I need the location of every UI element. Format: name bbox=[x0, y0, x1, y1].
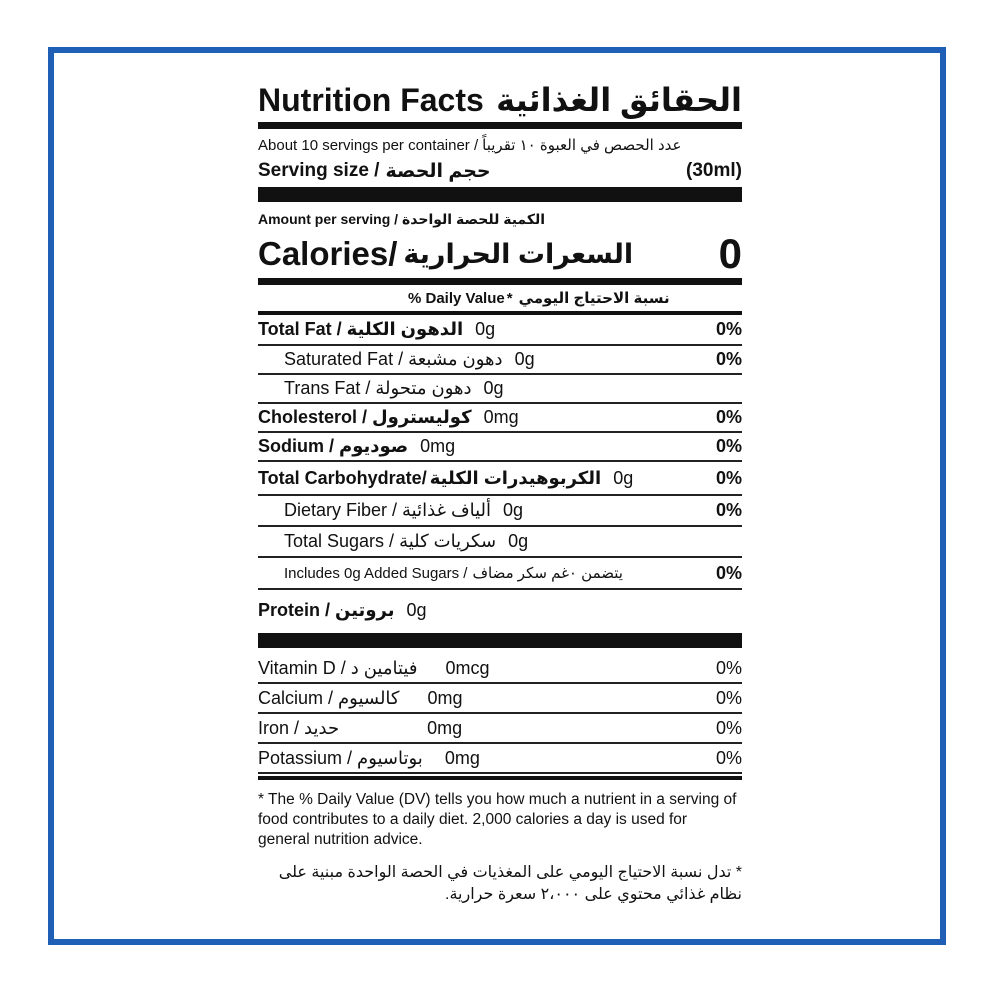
serving-size-value: (30ml) bbox=[686, 160, 742, 181]
nutrient-amount: 0g bbox=[514, 349, 535, 369]
calories-value: 0 bbox=[718, 230, 742, 277]
footnote-en: * The % Daily Value (DV) tells you how much a nutrient in a serving of food contributes to a daily diet. 2,000 calories a day is used for general nutrition advice. bbox=[258, 791, 737, 848]
vitamin-row-potassium bbox=[258, 744, 742, 774]
nutrient-label-en: Includes 0g Added Sugars / bbox=[284, 564, 468, 582]
vitamin-pct: 0% bbox=[715, 717, 742, 738]
title-en: Nutrition Facts bbox=[258, 81, 484, 118]
nutrient-pct: 0% bbox=[715, 407, 742, 427]
vitamin-pct: 0% bbox=[715, 747, 742, 768]
daily-value-en: % Daily Value bbox=[408, 289, 505, 307]
nutrient-label-en: Sodium / bbox=[258, 436, 334, 456]
nutrient-label-en: Dietary Fiber / bbox=[284, 500, 398, 520]
nutrient-label-en: Trans Fat / bbox=[284, 378, 371, 398]
vitamin-label-ar: حديد bbox=[304, 717, 340, 738]
vitamin-pct: 0% bbox=[715, 687, 742, 708]
nutrient-row-cholesterol bbox=[258, 404, 742, 433]
nutrient-label-ar: دهون مشبعة bbox=[408, 349, 503, 369]
nutrient-pct: 0% bbox=[715, 500, 742, 520]
nutrient-pct: 0% bbox=[715, 467, 742, 488]
vitamin-amount: 0mg bbox=[427, 687, 463, 708]
nutrient-amount: 0g bbox=[613, 467, 634, 488]
calories-label-ar: السعرات الحرارية bbox=[403, 238, 634, 269]
daily-value-ar: نسبة الاحتياج اليومي bbox=[518, 290, 670, 307]
protein-rule bbox=[258, 633, 742, 648]
daily-value-star: * bbox=[506, 289, 513, 307]
protein-label-ar: بروتين bbox=[335, 599, 395, 620]
nutrient-label-en: Total Sugars / bbox=[284, 531, 395, 551]
vitamin-row-iron bbox=[258, 714, 742, 744]
nutrient-label-ar: سكريات كلية bbox=[399, 531, 497, 551]
nutrient-label-ar: الكربوهيدرات الكلية bbox=[429, 467, 602, 488]
nutrient-row-sodium bbox=[258, 433, 742, 462]
vitamin-row-vitamin-d bbox=[258, 654, 742, 684]
nutrient-amount: 0mg bbox=[483, 407, 519, 427]
amount-row bbox=[258, 208, 742, 230]
nutrient-label-en: Saturated Fat / bbox=[284, 349, 404, 369]
nutrient-amount: 0g bbox=[475, 319, 496, 339]
nutrient-amount: 0g bbox=[483, 378, 504, 398]
vitamins-rule bbox=[258, 776, 742, 780]
nutrient-label-en: Cholesterol / bbox=[258, 407, 368, 427]
vitamin-row-calcium bbox=[258, 684, 742, 714]
nutrient-label-en: Total Fat / bbox=[258, 319, 342, 339]
nutrient-row-added-sugars bbox=[258, 558, 742, 590]
nutrient-row-saturated-fat bbox=[258, 346, 742, 375]
title-rule bbox=[258, 122, 742, 129]
serving-size-row bbox=[258, 155, 742, 187]
title-row bbox=[258, 78, 742, 122]
nutrient-label-ar: كوليسترول bbox=[372, 407, 472, 427]
nutrient-amount: 0g bbox=[508, 531, 529, 551]
serving-size-label-ar: حجم الحصة bbox=[385, 160, 491, 182]
nutrition-label bbox=[258, 78, 742, 906]
nutrient-pct: 0% bbox=[715, 319, 742, 339]
nutrient-label-ar: دهون متحولة bbox=[375, 378, 472, 398]
vitamin-amount: 0mg bbox=[427, 717, 463, 738]
vitamin-label-en: Calcium / bbox=[258, 687, 334, 708]
vitamin-label-ar: كالسيوم bbox=[338, 687, 400, 708]
vitamin-label-ar: بوتاسيوم bbox=[357, 747, 423, 768]
serving-rule bbox=[258, 187, 742, 202]
nutrient-row-total-sugars bbox=[258, 527, 742, 558]
nutrient-label-ar: ألياف غذائية bbox=[402, 500, 492, 520]
nutrient-amount: 0mg bbox=[420, 436, 456, 456]
vitamin-amount: 0mg bbox=[444, 747, 480, 768]
nutrient-row-total-carbohydrate bbox=[258, 462, 742, 496]
vitamin-label-en: Vitamin D / bbox=[258, 657, 346, 678]
protein-label-en: Protein / bbox=[258, 599, 331, 620]
nutrient-label-ar: الدهون الكلية bbox=[346, 319, 464, 339]
nutrient-amount: 0g bbox=[503, 500, 524, 520]
vitamin-amount: 0mcg bbox=[445, 657, 490, 678]
servings-en: About 10 servings per container / bbox=[258, 136, 479, 154]
nutrient-label-en: Total Carbohydrate/ bbox=[258, 467, 427, 488]
serving-size-label-en: Serving size / bbox=[258, 159, 380, 181]
vitamin-pct: 0% bbox=[715, 657, 742, 678]
nutrient-label-ar: صوديوم bbox=[339, 436, 409, 456]
nutrient-row-dietary-fiber bbox=[258, 496, 742, 527]
nutrient-pct: 0% bbox=[715, 349, 742, 369]
daily-value-header bbox=[258, 285, 742, 311]
title-ar: الحقائق الغذائية bbox=[496, 82, 742, 118]
vitamin-label-en: Potassium / bbox=[258, 747, 353, 768]
servings-row bbox=[258, 135, 742, 155]
protein-amount: 0g bbox=[406, 599, 427, 620]
nutrient-row-trans-fat bbox=[258, 375, 742, 404]
servings-ar: عدد الحصص في العبوة ١٠ تقريباً bbox=[482, 137, 682, 154]
nutrient-pct: 0% bbox=[715, 436, 742, 456]
amount-ar: الكمية للحصة الواحدة bbox=[402, 210, 546, 227]
calories-row bbox=[258, 230, 742, 278]
footnote-ar: * تدل نسبة الاحتياج اليومي على المغذيات في الحصة الواحدة مبنية على نظام غذائي محتوي على ٢،٠٠٠ سعرة حرارية. bbox=[278, 864, 742, 903]
protein-row bbox=[258, 590, 742, 630]
nutrient-pct: 0% bbox=[715, 562, 742, 583]
nutrient-label-ar: يتضمن ٠غم سكر مضاف bbox=[472, 565, 623, 582]
calories-rule bbox=[258, 278, 742, 285]
amount-en: Amount per serving / bbox=[258, 211, 399, 227]
vitamin-label-en: Iron / bbox=[258, 717, 300, 738]
nutrient-row-total-fat bbox=[258, 315, 742, 346]
vitamin-label-ar: فيتامين د bbox=[350, 657, 418, 678]
calories-label-en: Calories/ bbox=[258, 235, 398, 272]
